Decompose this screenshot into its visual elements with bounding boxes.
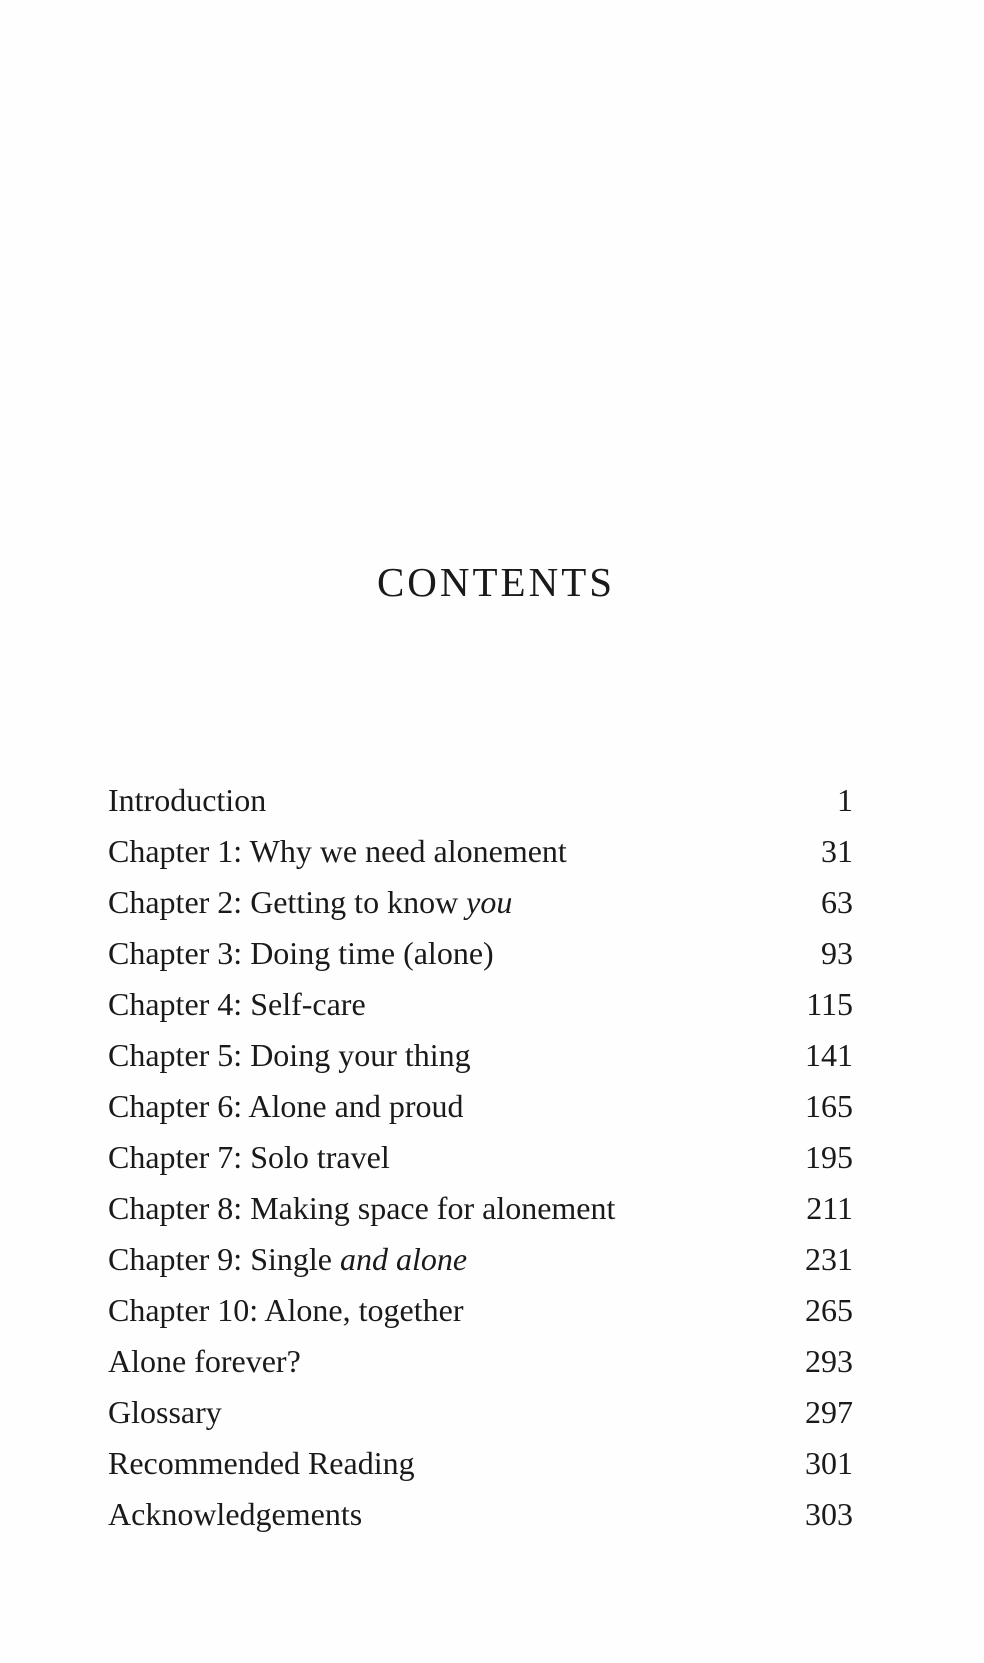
toc-entry-page-number: 1: [837, 782, 853, 818]
toc-entry-page-number: 297: [805, 1394, 853, 1430]
toc-entry-chapter-8: [108, 1183, 853, 1234]
toc-entry-title: Chapter 9: Single and alone: [108, 1241, 468, 1277]
toc-entry-recommended-reading: [108, 1438, 853, 1489]
toc-entry-chapter-7: [108, 1132, 853, 1183]
toc-entry-title: Chapter 1: Why we need alonement: [108, 833, 567, 869]
toc-entry-title: Chapter 10: Alone, together: [108, 1292, 464, 1328]
toc-entry-chapter-2: [108, 877, 853, 928]
toc-entry-acknowledgements: [108, 1489, 853, 1540]
toc-entry-title: Glossary: [108, 1394, 222, 1430]
toc-entry-title: Recommended Reading: [108, 1445, 415, 1481]
toc-entry-introduction: [108, 775, 853, 826]
table-of-contents: [108, 775, 853, 1540]
toc-entry-page-number: 115: [806, 986, 853, 1022]
toc-entry-title: Chapter 8: Making space for alonement: [108, 1190, 616, 1226]
toc-entry-chapter-9: [108, 1234, 853, 1285]
toc-entry-title: Alone forever?: [108, 1343, 301, 1379]
toc-entry-title: Chapter 5: Doing your thing: [108, 1037, 471, 1073]
toc-entry-page-number: 231: [805, 1241, 853, 1277]
toc-entry-title: Chapter 7: Solo travel: [108, 1139, 390, 1175]
toc-entry-chapter-6: [108, 1081, 853, 1132]
toc-entry-title: Chapter 3: Doing time (alone): [108, 935, 494, 971]
toc-entry-page-number: 293: [805, 1343, 853, 1379]
toc-entry-page-number: 93: [821, 935, 853, 971]
toc-entry-page-number: 141: [805, 1037, 853, 1073]
toc-entry-chapter-1: [108, 826, 853, 877]
page-title: CONTENTS: [376, 559, 616, 605]
toc-entry-page-number: 63: [821, 884, 853, 920]
toc-entry-page-number: 301: [805, 1445, 853, 1481]
toc-entry-glossary: [108, 1387, 853, 1438]
toc-entry-title: Introduction: [108, 782, 267, 818]
toc-entry-chapter-4: [108, 979, 853, 1030]
toc-entry-title: Chapter 2: Getting to know you: [108, 884, 513, 920]
toc-entry-page-number: 165: [805, 1088, 853, 1124]
toc-entry-page-number: 31: [821, 833, 853, 869]
toc-entry-chapter-3: [108, 928, 853, 979]
toc-entry-title: Chapter 4: Self-care: [108, 986, 366, 1022]
toc-entry-page-number: 265: [805, 1292, 853, 1328]
toc-entry-title: Acknowledgements: [108, 1496, 363, 1532]
toc-entry-page-number: 211: [806, 1190, 853, 1226]
toc-entry-chapter-5: [108, 1030, 853, 1081]
toc-entry-chapter-10: [108, 1285, 853, 1336]
toc-entry-page-number: 303: [805, 1496, 853, 1532]
toc-entry-alone-forever: [108, 1336, 853, 1387]
toc-entry-title: Chapter 6: Alone and proud: [108, 1088, 464, 1124]
toc-entry-page-number: 195: [805, 1139, 853, 1175]
